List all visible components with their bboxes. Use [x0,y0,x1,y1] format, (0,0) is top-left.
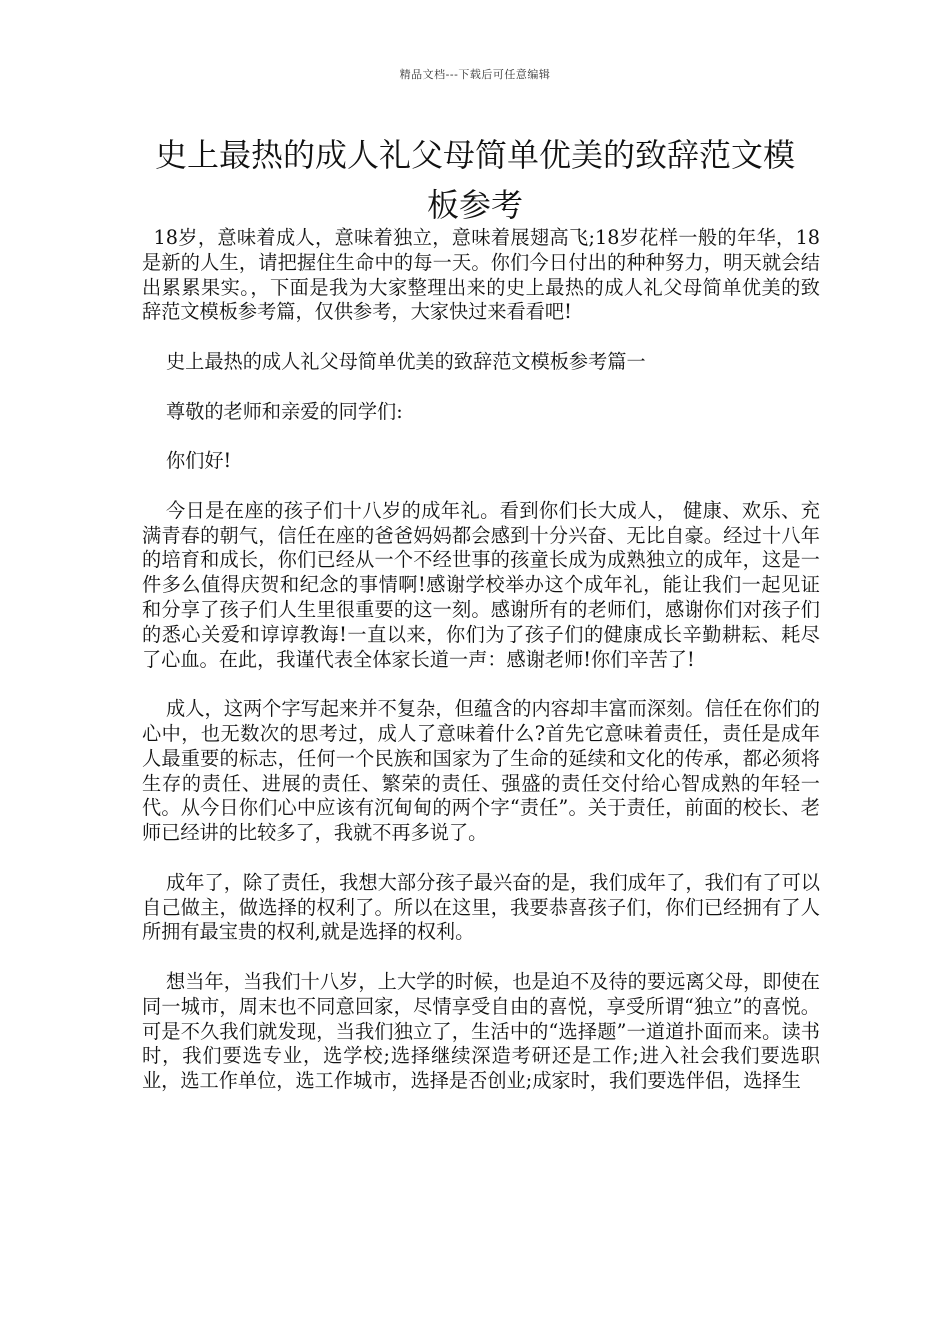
document-body [142,226,820,1119]
header-note: 精品文档---下载后可任意编辑 [399,68,551,81]
greeting: 你们好! [166,449,232,473]
body-paragraph: 今日是在座的孩子们十八岁的成年礼。看到你们长大成人， 健康、欢乐、充满青春的朝气，信任在座的爸爸妈妈都会感到十分兴奋、无比自豪。经过十八年的培育和成长，你们已经从一个不经世事的孩童长成为成熟独立的成年，这是一件多么值得庆贺和纪念的事情啊!感谢学校举办这个成年礼，能让我们一起见证和分享了孩子们人生里很重要的这一刻。感谢所有的老师们，感谢你们对孩子们的悉心关爱和谆谆教诲!一直以来，你们为了孩子们的健康成长辛勤耕耘、耗尽了心血。在此，我谨代表全体家长道一声：感谢老师!你们辛苦了! [142,498,820,671]
body-paragraph: 成年了，除了责任，我想大部分孩子最兴奋的是，我们成年了，我们有了可以自己做主，做选择的权利了。所以在这里，我要恭喜孩子们，你们已经拥有了人所拥有最宝贵的权利,就是选择的权利。 [142,870,820,944]
section-heading: 史上最热的成人礼父母简单优美的致辞范文模板参考篇一 [166,349,646,373]
salutation: 尊敬的老师和亲爱的同学们: [166,399,403,423]
body-paragraph: 成人，这两个字写起来并不复杂，但蕴含的内容却丰富而深刻。信任在你们的心中，也无数次的思考过，成人了意味着什么?首先它意味着责任，责任是成年人最重要的标志，任何一个民族和国家为了生命的延续和文化的传承，都必须将生存的责任、进展的责任、繁荣的责任、强盛的责任交付给心智成熟的年轻一代。从今日你们心中应该有沉甸甸的两个字“责任”。关于责任，前面的校长、老师已经讲的比较多了，我就不再多说了。 [142,697,820,845]
body-paragraph: 想当年，当我们十八岁，上大学的时候，也是迫不及待的要远离父母，即使在同一城市，周末也不同意回家，尽情享受自由的喜悦，享受所谓“独立”的喜悦。可是不久我们就发现，当我们独立了，生活中的“选择题”一道道扑面而来。读书时，我们要选专业，选学校;选择继续深造考研还是工作;进入社会我们要选职业，选工作单位，选工作城市，选择是否创业;成家时，我们要选伴侣，选择生 [142,969,820,1093]
intro-paragraph: 18岁，意味着成人，意味着独立，意味着展翅高飞;18岁花样一般的年华，18是新的人生，请把握住生命中的每一天。你们今日付出的种种努力，明天就会结出累累果实。，下面是我为大家整理出来的史上最热的成人礼父母简单优美的致辞范文模板参考篇，仅供参考，大家快过来看看吧! [142,226,820,324]
document-title: 史上最热的成人礼父母简单优美的致辞范文模板参考 [154,136,795,224]
